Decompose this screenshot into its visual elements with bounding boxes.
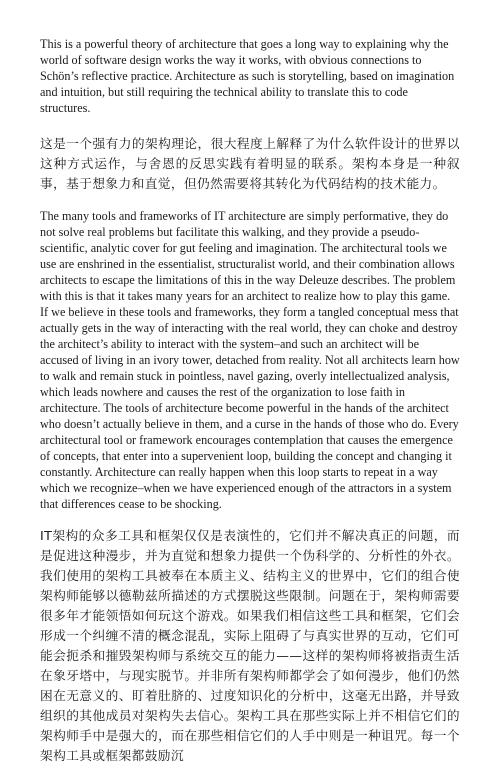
paragraph-chinese-1: 这是一个强有力的架构理论，很大程度上解释了为什么软件设计的世界以这种方式运作，与舍恩的反思实践有着明显的联系。架构本身是一种叙事，基于想象力和直觉，但仍然需要将其转化为代码结构的技术能力。: [40, 136, 460, 191]
paragraph-english-1: This is a powerful theory of architecture that goes a long way to explaining why the world of software design works the way it works, with obvious connections to Schön’s reflective practice. Architecture as such is storytelling, based on imagination and intuition, but still requiring the technical ability to translate this to code structures.: [40, 37, 455, 115]
paragraph-english-2: The many tools and frameworks of IT architecture are simply performative, they do not solve real problems but facilitate this walking, and they provide a pseudo-scientific, analytic cover for gut feeling and imagination. The architectural tools we use are enshrined in the essentialist, structuralist world, and their combination allows architects to escape the limitations of this in the way Deleuze describes. The problem with this is that it takes many years for an architect to realize how to play this game. If we believe in these tools and frameworks, they form a tangled conceptual mess that actually gets in the way of interacting with the real world, they can choke and destroy the architect’s ability to interact with the system–and such an architect will be accused of living in an ivory tower, detached from reality. Not all architects learn how to walk and remain stuck in pointless, navel gazing, overly intellectualized analysis, which leads nowhere and causes the rest of the organization to lose faith in architecture. The tools of architecture become powerful in the hands of the architect who doesn’t actually believe in them, and a curse in the hands of those who do. Every architectural tool or framework encourages contemplation that causes the emergence of concepts, that enter into a supervenient loop, building the concept and changing it constantly. Architecture can really happen when this loop starts to repeat in a way which we recognize–when we have experienced enough of the attractors in a system that differences cease to be shocking.: [40, 209, 460, 511]
document-page: [40, 36, 460, 780]
paragraph-chinese-2: IT架构的众多工具和框架仅仅是表演性的，它们并不解决真正的问题，而是促进这种漫步，并为直觉和想象力提供一个伪科学的、分析性的外衣。我们使用的架构工具被奉在本质主义、结构主义的世界中，它们的组合使架构师能够以德勒兹所描述的方式摆脱这些限制。问题在于，架构师需要很多年才能领悟如何玩这个游戏。如果我们相信这些工具和框架，它们会形成一个纠缠不清的概念混乱，实际上阻碍了与真实世界的互动，它们可能会扼杀和摧毁架构师与系统交互的能力——这样的架构师将被指责生活在象牙塔中，与现实脱节。并非所有架构师都学会了如何漫步，他们仍然困在无意义的、盯着肚脐的、过度知识化的分析中，这毫无出路，并导致组织的其他成员对架构失去信心。架构工具在那些实际上并不相信它们的架构师手中是强大的，而在那些相信它们的人手中则是一种诅咒。每一个架构工具或框架都鼓励沉: [40, 528, 460, 763]
